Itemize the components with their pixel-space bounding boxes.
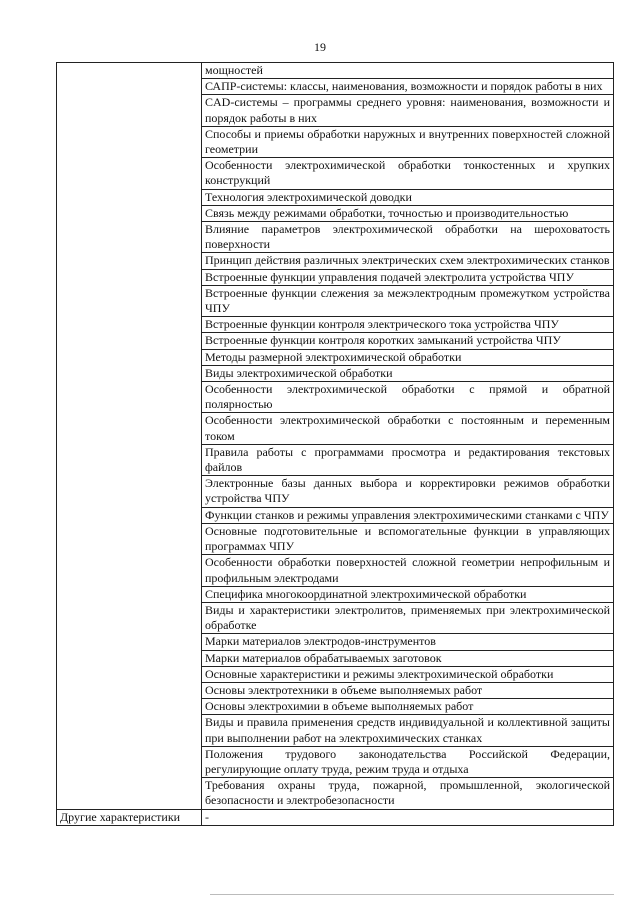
knowledge-item: Методы размерной электрохимической обработки	[202, 349, 614, 365]
knowledge-item: Положения трудового законодательства Российской Федерации, регулирующие оплату труда, режим труда и отдыха	[202, 746, 614, 777]
knowledge-item: Связь между режимами обработки, точностью и производительностью	[202, 205, 614, 221]
other-characteristics-value: -	[202, 809, 614, 825]
knowledge-item: Встроенные функции слежения за межэлектродным промежутком устройства ЧПУ	[202, 285, 614, 316]
knowledge-item: Встроенные функции контроля электрического тока устройства ЧПУ	[202, 317, 614, 333]
requirements-table	[56, 62, 614, 826]
knowledge-item: Встроенные функции управления подачей электролита устройства ЧПУ	[202, 269, 614, 285]
knowledge-item: Основные подготовительные и вспомогательные функции в управляющих программах ЧПУ	[202, 523, 614, 554]
knowledge-item: Основы электрохимии в объеме выполняемых работ	[202, 699, 614, 715]
knowledge-item: Особенности электрохимической обработки с прямой и обратной полярностью	[202, 382, 614, 413]
requirements-table-body	[57, 63, 614, 826]
knowledge-item: Виды и правила применения средств индивидуальной и коллективной защиты при выполнении работ на электрохимических станках	[202, 715, 614, 746]
knowledge-item: CAD-системы – программы среднего уровня: наименования, возможности и порядок работы в них	[202, 95, 614, 126]
knowledge-item: Особенности электрохимической обработки с постоянным и переменным током	[202, 413, 614, 444]
knowledge-item: Требования охраны труда, пожарной, промышленной, экологической безопасности и электробезопасности	[202, 778, 614, 809]
page-bottom-rule	[210, 894, 614, 895]
knowledge-item: Виды и характеристики электролитов, применяемых при электрохимической обработке	[202, 602, 614, 633]
page-number: 19	[314, 40, 326, 54]
knowledge-item: Электронные базы данных выбора и корректировки режимов обработки устройства ЧПУ	[202, 476, 614, 507]
knowledge-item: Способы и приемы обработки наружных и внутренних поверхностей сложной геометрии	[202, 126, 614, 157]
table-row-other	[57, 809, 614, 825]
knowledge-item: Основные характеристики и режимы электрохимической обработки	[202, 666, 614, 682]
knowledge-item: САПР-системы: классы, наименования, возможности и порядок работы в них	[202, 79, 614, 95]
knowledge-item: Марки материалов электродов-инструментов	[202, 634, 614, 650]
other-characteristics-label: Другие характеристики	[57, 809, 202, 825]
knowledge-item: Марки материалов обрабатываемых заготовок	[202, 650, 614, 666]
knowledge-item: Основы электротехники в объеме выполняемых работ	[202, 682, 614, 698]
knowledge-item: Особенности обработки поверхностей сложной геометрии непрофильным и профильным электродами	[202, 555, 614, 586]
knowledge-item: Виды электрохимической обработки	[202, 365, 614, 381]
knowledge-item: Влияние параметров электрохимической обработки на шероховатость поверхности	[202, 222, 614, 253]
knowledge-item: Правила работы с программами просмотра и редактирования текстовых файлов	[202, 444, 614, 475]
knowledge-item: Особенности электрохимической обработки тонкостенных и хрупких конструкций	[202, 158, 614, 189]
knowledge-item: мощностей	[202, 63, 614, 79]
knowledge-item: Специфика многокоординатной электрохимической обработки	[202, 586, 614, 602]
knowledge-item: Принцип действия различных электрических схем электрохимических станков	[202, 253, 614, 269]
knowledge-label-cell	[57, 63, 202, 810]
knowledge-item: Встроенные функции контроля коротких замыканий устройства ЧПУ	[202, 333, 614, 349]
knowledge-item: Технология электрохимической доводки	[202, 189, 614, 205]
knowledge-item: Функции станков и режимы управления электрохимическими станками с ЧПУ	[202, 507, 614, 523]
table-row	[57, 63, 614, 79]
